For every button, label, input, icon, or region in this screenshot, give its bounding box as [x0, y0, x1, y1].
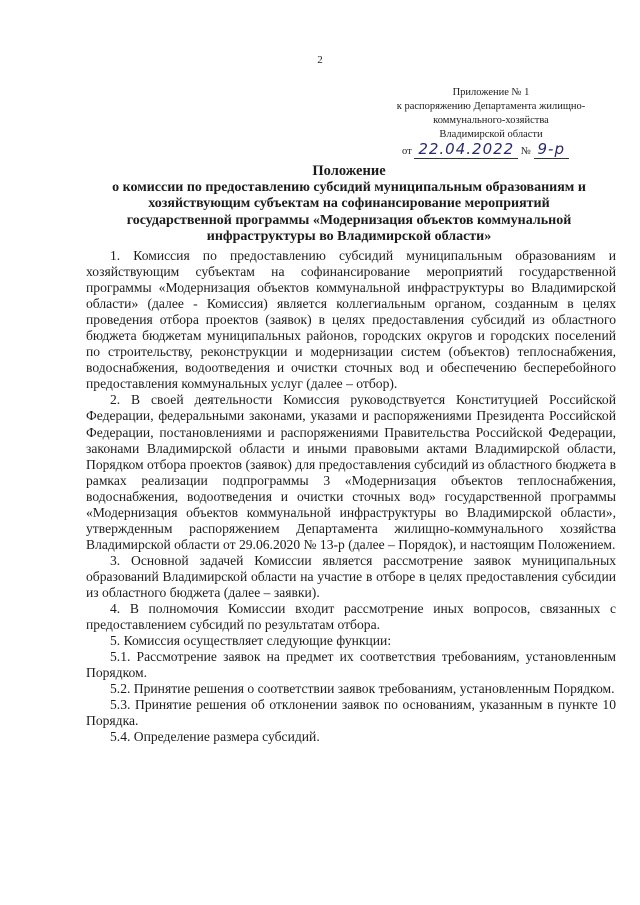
title-heading: Положение [312, 163, 386, 179]
paragraph-4: 4. В полномочия Комиссии входит рассмотрение иных вопросов, связанных с предоставлением субсидий по результатам отбора. [86, 601, 616, 633]
paragraph-5-2: 5.2. Принятие решения о соответствии заявок требованиям, установленным Порядком. [110, 681, 615, 697]
appendix-header [366, 86, 616, 159]
paragraph-1: 1. Комиссия по предоставлению субсидий муниципальным образованиям и хозяйствующим субъектам на софинансирование мероприятий государственной программы «Модернизация объектов коммунальной инфраструктуры во Владимирской области» (далее - Комиссия) является коллегиальным органом, созданным в целях проведения отбора проектов (заявок) в целях предоставления субсидий из областного бюджета бюджетам муниципальных районов, городских округов и городских поселений по строительству, реконструкции и модернизации систем (объектов) теплоснабжения, водоснабжения, водоотведения и очистки сточных вод и обеспечению бесперебойного предоставления коммунальных услуг (далее – отбор). [86, 248, 616, 392]
paragraph-2: 2. В своей деятельности Комиссия руководствуется Конституцией Российской Федерации, федеральными законами, указами и распоряжениями Президента Российской Федерации, постановлениями и распоряжениями Правительства Российской Федерации, законами Владимирской области и иными правовыми актами Владимирской области, Порядком отбора проектов (заявок) для предоставления субсидий из областного бюджета в рамках реализации подпрограммы 3 «Модернизация объектов теплоснабжения, водоснабжения, водоотведения и очистки сточных вод» государственной программы «Модернизация объектов коммунальной инфраструктуры во Владимирской области», утвержденным распоряжением Департамента жилищно-коммунального хозяйства Владимирской области от 29.06.2020 № 13-р (далее – Порядок), и настоящим Положением. [86, 392, 616, 552]
handwritten-number: 9-р [534, 140, 569, 159]
title-line-4: инфраструктуры во Владимирской области» [206, 229, 492, 244]
appendix-reference-line: к распоряжению Департамента жилищно- [396, 101, 586, 112]
document-title [86, 163, 612, 246]
number-sign: № [520, 146, 531, 157]
appendix-title: Приложение № 1 [452, 87, 530, 98]
title-line-1: о комиссии по предоставлению субсидий муниципальным образованиям и [112, 179, 586, 195]
paragraph-3: 3. Основной задачей Комиссии является рассмотрение заявок муниципальных образований Владимирской области на участие в отборе в целях предоставления субсидии из областного бюджета (далее – заявки). [86, 552, 616, 600]
handwritten-date: 22.04.2022 [414, 140, 518, 159]
title-line-2: хозяйствующим субъектам на софинансирование мероприятий [148, 196, 550, 211]
paragraph-5: 5. Комиссия осуществляет следующие функции: [110, 633, 392, 649]
page-number: 2 [317, 54, 323, 66]
appendix-region-line: Владимирской области [439, 129, 543, 140]
title-line-3: государственной программы «Модернизация объектов коммунальной [126, 212, 572, 228]
document-body [86, 248, 616, 745]
paragraph-5-3: 5.3. Принятие решения об отклонении заявок по основаниям, указанным в пункте 10 Порядка. [86, 697, 616, 729]
appendix-date-line [366, 142, 616, 159]
paragraph-5-1: 5.1. Рассмотрение заявок на предмет их соответствия требованиям, установленным Порядком. [86, 649, 616, 681]
paragraph-5-4: 5.4. Определение размера субсидий. [110, 729, 320, 745]
appendix-department-line: коммунального-хозяйства [433, 115, 549, 126]
date-prefix: от [402, 146, 412, 157]
